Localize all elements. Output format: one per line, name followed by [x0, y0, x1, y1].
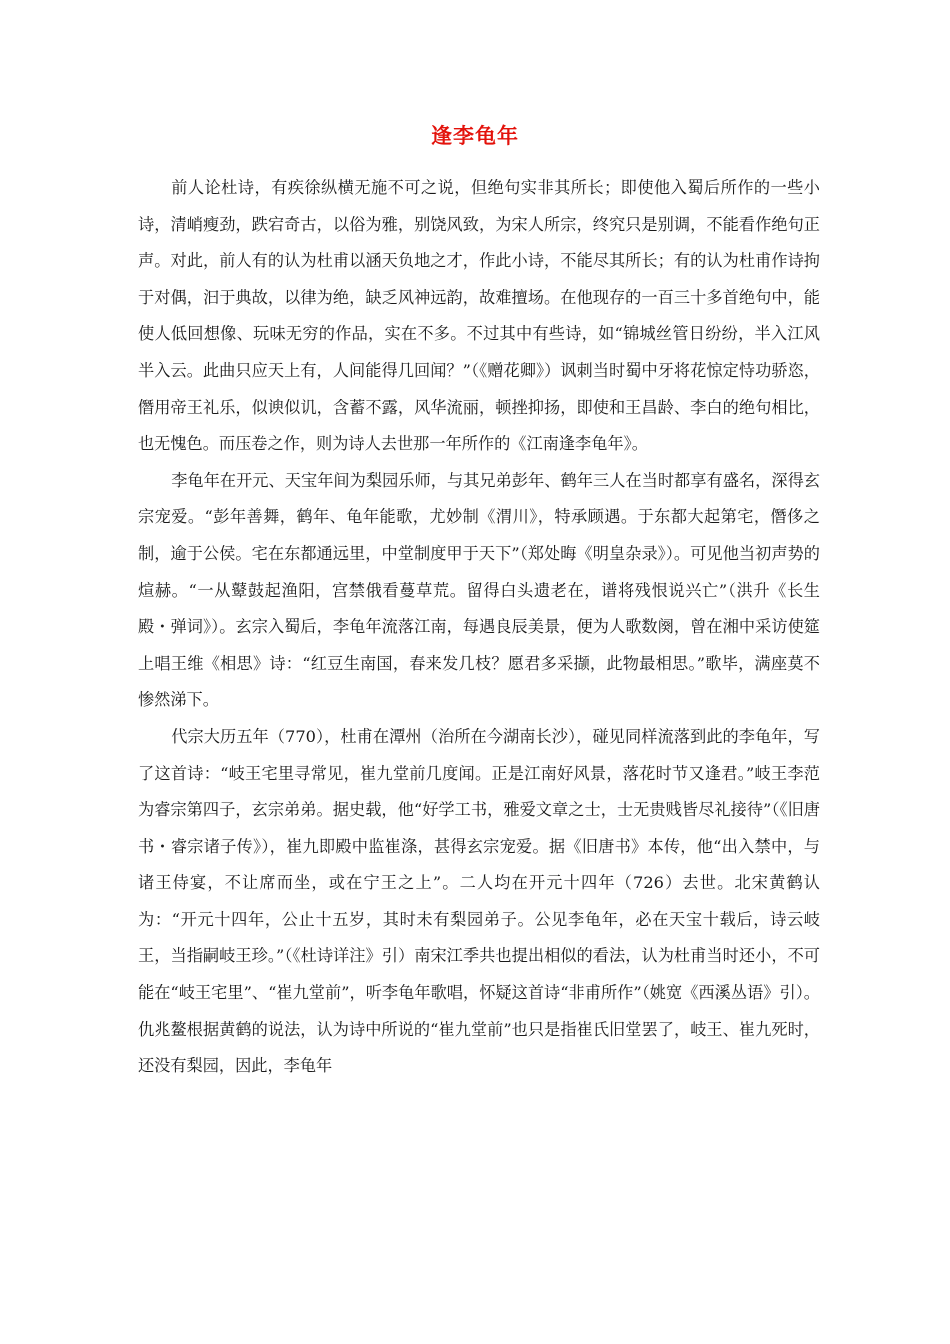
paragraph-3: 代宗大历五年（770），杜甫在潭州（治所在今湖南长沙），碰见同样流落到此的李龟年，写了这首诗：“岐王宅里寻常见，崔九堂前几度闻。正是江南好风景，落花时节又逢君。”岐王李范为睿宗第四子，玄宗弟弟。据史载，他“好学工书，雅爱文章之士，士无贵贱皆尽礼接待”（《旧唐书・睿宗诸子传》），崔九即殿中监崔涤，甚得玄宗宠爱。据《旧唐书》本传，他“出入禁中，与诸王侍宴，不让席而坐，或在宁王之上”。二人均在开元十四年（726）去世。北宋黄鹤认为：“开元十四年，公止十五岁，其时未有梨园弟子。公见李龟年，必在天宝十载后，诗云岐王，当指嗣岐王珍。”（《杜诗详注》引）南宋江季共也提出相似的看法，认为杜甫当时还小，不可能在“岐王宅里”、“崔九堂前”，听李龟年歌唱，怀疑这首诗“非甫所作”（姚宽《西溪丛语》引）。仇兆鳌根据黄鹤的说法，认为诗中所说的“崔九堂前”也只是指崔氏旧堂罢了，岐王、崔九死时，还没有梨园，因此，李龟年	[138, 726, 820, 1076]
paragraph-1: 前人论杜诗，有疾徐纵横无施不可之说，但绝句实非其所长；即使他入蜀后所作的一些小诗，清峭瘦劲，跌宕奇古，以俗为雅，别饶风致，为宋人所宗，终究只是别调，不能看作绝句正声。对此，前人有的认为杜甫以涵天负地之才，作此小诗，不能尽其所长；有的认为杜甫作诗拘于对偶，汩于典故，以律为绝，缺乏风神远韵，故难擅场。在他现存的一百三十多首绝句中，能使人低回想像、玩味无穷的作品，实在不多。不过其中有些诗，如“锦城丝管日纷纷，半入江风半入云。此曲只应天上有，人间能得几回闻？”（《赠花卿》）讽刺当时蜀中牙将花惊定恃功骄恣，僭用帝王礼乐，似谀似讥，含蓄不露，风华流丽，顿挫抑扬，即使和王昌龄、李白的绝句相比，也无愧色。而压卷之作，则为诗人去世那一年所作的《江南逢李龟年》。	[138, 178, 820, 454]
document-body	[138, 170, 820, 1085]
paragraph-2: 李龟年在开元、天宝年间为梨园乐师，与其兄弟彭年、鹤年三人在当时都享有盛名，深得玄宗宠爱。“彭年善舞，鹤年、龟年能歌，尤妙制《渭川》，特承顾遇。于东都大起第宅，僭侈之制，逾于公侯。宅在东都通远里，中堂制度甲于天下”（郑处晦《明皇杂录》）。可见他当初声势的煊赫。“一从鼙鼓起渔阳，宫禁俄看蔓草荒。留得白头遗老在，谱将残恨说兴亡”（洪升《长生殿・弹词》）。玄宗入蜀后，李龟年流落江南，每遇良辰美景，便为人歌数阕，曾在湘中采访使筵上唱王维《相思》诗：“红豆生南国，春来发几枝？愿君多采撷，此物最相思。”歌毕，满座莫不惨然涕下。	[138, 470, 820, 710]
document-title: 逢李龟年	[431, 124, 519, 148]
